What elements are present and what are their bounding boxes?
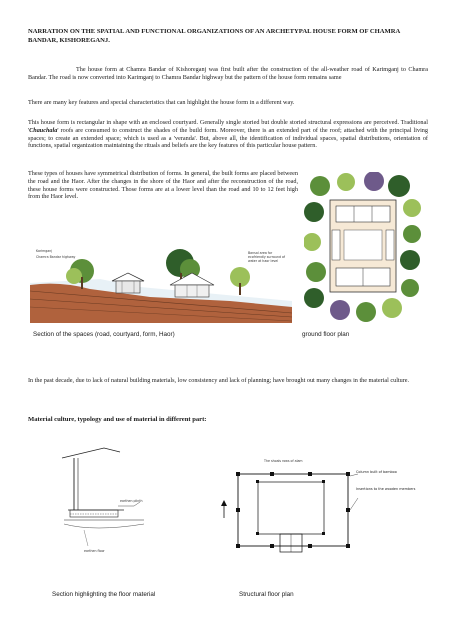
chauchala-term: Chauchala (29, 126, 58, 134)
caption-ground-floor: ground floor plan (302, 331, 350, 338)
note-earthen-floor: earthen floor (84, 549, 105, 553)
paragraph-material-change: In the past decade, due to lack of natural building materials, low consistency and lack of planning; have brought out many changes in the material culture. (28, 377, 410, 384)
p3-text-a: This house form is rectangular in shape with an enclosed courtyard. Generally single storied but double storied structural expressions are perceived. Traditional ' (28, 119, 428, 134)
section-heading-material: Material culture, typology and use of material in different part: (28, 416, 207, 423)
note-chamra: Chamra Bandar highway (36, 255, 76, 259)
courtyard (344, 230, 382, 260)
paragraph-house-form (28, 119, 428, 150)
page-title: NARRATION ON THE SPATIAL AND FUNCTIONAL ORGANIZATIONS OF AN ARCHETYPAL HOUSE FORM OF CHAMRA BANDAR, KISHOREGANJ. (28, 28, 400, 44)
note-earthen-plinth: earthen plinth (120, 499, 143, 503)
caption-structural-plan: Structural floor plan (239, 591, 294, 598)
note-insertions: Insertions to the wooden members (356, 486, 416, 491)
paragraph-history: The house form at Chamra Bandar of Kishoreganj was first built after the construction of the all-weather road of Karimganj to Chamra Bandar. The road is now converted into Karimganj to Chamra Bandar highway but the pattern of the house form remains same (28, 66, 428, 81)
ground-floor-plan-sketch (304, 172, 422, 324)
note-plan-top: The shoals rows of alam (264, 459, 303, 463)
tree-icon (310, 176, 330, 196)
structural-floor-plan-sketch (214, 452, 424, 580)
paragraph-features-intro: There are many key features and special characteristics that can highlight the house form in a different way. (28, 99, 295, 106)
p3-text-b: ' roofs are consumed to construct the shades of the build form. Moreover, there is an extended part of the roof; attached with the principal living spaces; to create an extended space; which is used as a 'veranda'. But, above all, the identification of individual spaces, spatial distributions, orientation of functions, spatial organization maintaining the rituals and beliefs are the key features of this particular house pattern. (28, 126, 428, 150)
note-haor: Bansal area for ecofriendly surround of water at haor level (248, 251, 286, 263)
caption-section-floor: Section highlighting the floor material (52, 591, 156, 598)
paragraph-symmetry: These types of houses have symmetrical distribution of forms. In general, the built forms are placed between the road and the Haor. After the changes in the shore of the Haor and after the reconstruction of the road, these house forms were constructed. Those forms are at a lower level than the road and 10 to 12 feet high from the Haor level. (28, 170, 298, 201)
floor-section-sketch (54, 440, 174, 578)
caption-section-spaces: Section of the spaces (road, courtyard, form, Haor) (33, 331, 175, 338)
section-spaces-sketch (30, 243, 292, 323)
note-column-bamboo: Column built of bamboo (356, 470, 397, 474)
note-karimganj: Karimganj (36, 249, 53, 253)
